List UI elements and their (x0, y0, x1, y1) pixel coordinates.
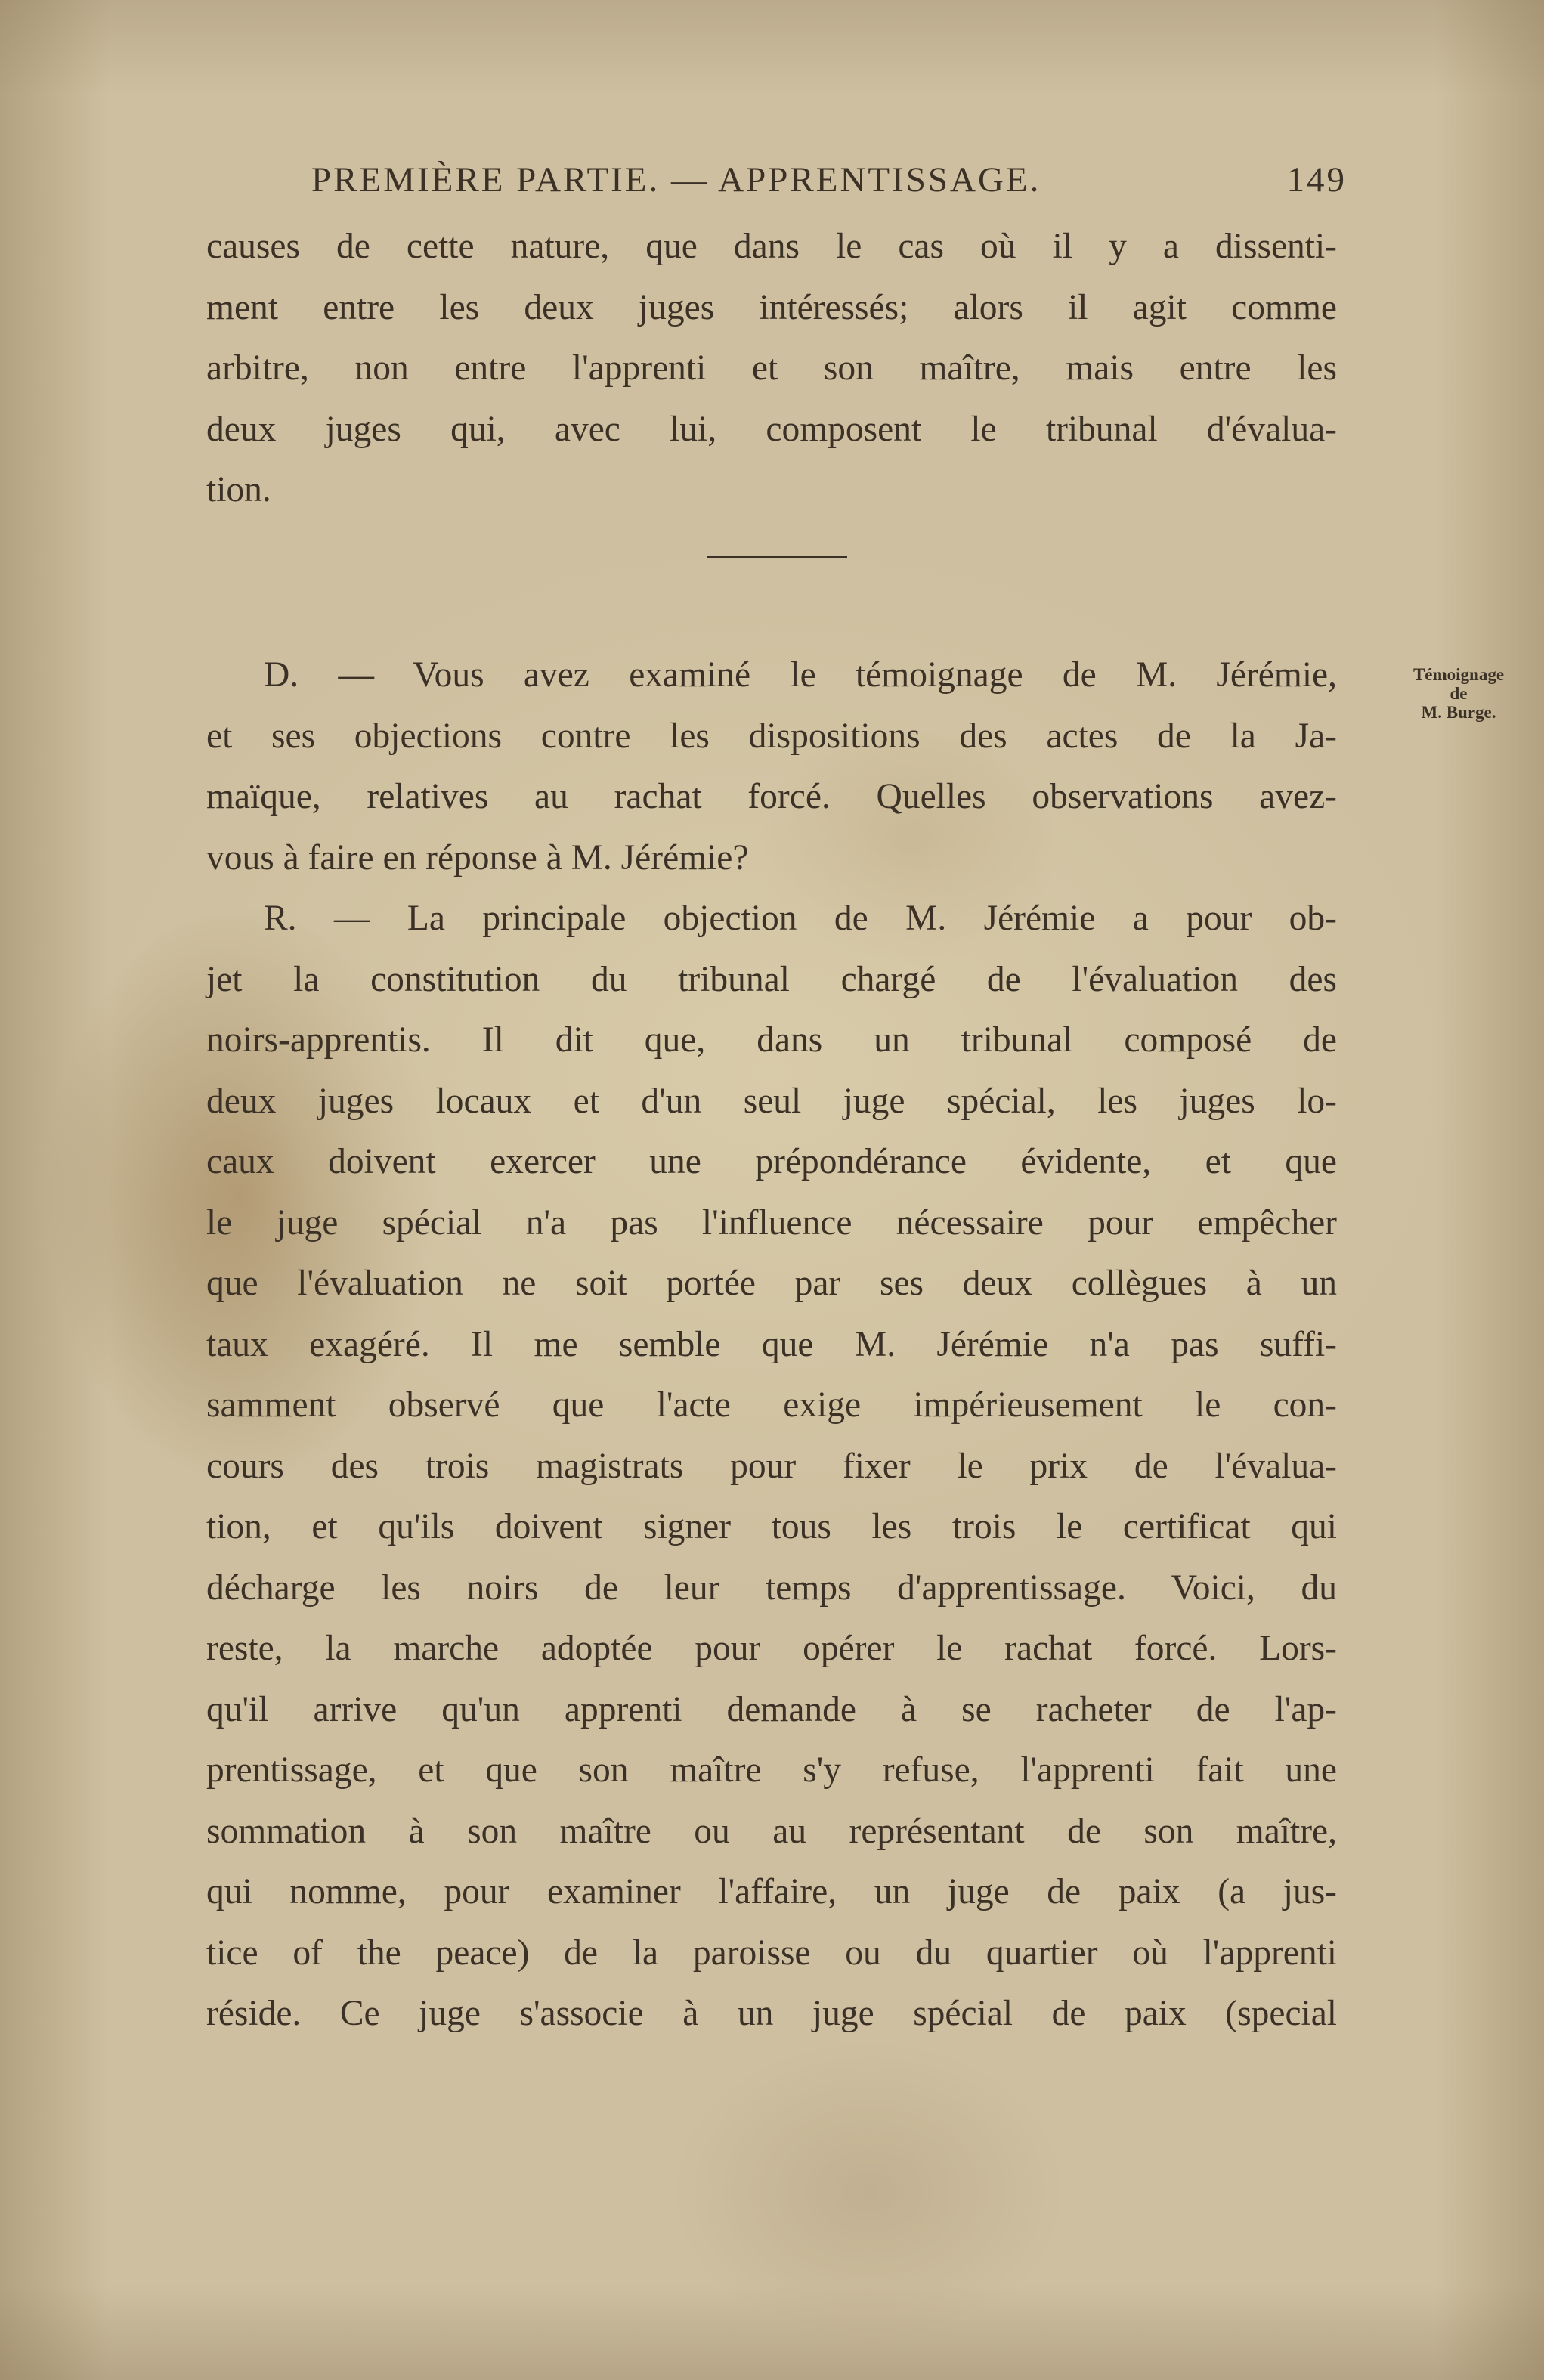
text-line: maïque, relatives au rachat forcé. Quelles observations avez- (206, 777, 1337, 816)
text-line: jet la constitution du tribunal chargé de l'évaluation des (206, 959, 1337, 999)
text-line: qui nomme, pour examiner l'affaire, un juge de paix (a jus- (206, 1872, 1337, 1911)
text-line: deux juges qui, avec lui, composent le tribunal d'évalua- (206, 409, 1337, 449)
text-line: qu'il arrive qu'un apprenti demande à se racheter de l'ap- (206, 1689, 1337, 1729)
text-line: cours des trois magistrats pour fixer le prix de l'évalua- (206, 1446, 1337, 1486)
text-line: deux juges locaux et d'un seul juge spécial, les juges lo- (206, 1081, 1337, 1121)
text-line: samment observé que l'acte exige impérieusement le con- (206, 1385, 1337, 1425)
text-line: tice of the peace) de la paroisse ou du quartier où l'apprenti (206, 1933, 1337, 1973)
text-line: arbitre, non entre l'apprenti et son maître, mais entre les (206, 348, 1337, 388)
running-head-title: PREMIÈRE PARTIE. — APPRENTISSAGE. (311, 160, 1041, 200)
text-line: taux exagéré. Il me semble que M. Jérémie n'a pas suffi- (206, 1324, 1337, 1364)
margin-note-line: Témoignage (1412, 665, 1505, 684)
text-line: tion. (206, 470, 271, 509)
page-number: 149 (1286, 160, 1347, 200)
text-line: causes de cette nature, que dans le cas où il y a dissenti- (206, 227, 1337, 266)
text-line: le juge spécial n'a pas l'influence nécessaire pour empêcher (206, 1202, 1337, 1243)
text-line: ment entre les deux juges intéressés; alors il agit comme (206, 287, 1337, 327)
margin-note (1383, 665, 1534, 722)
text-line: que l'évaluation ne soit portée par ses deux collègues à un (206, 1264, 1337, 1303)
text-line: reste, la marche adoptée pour opérer le rachat forcé. Lors- (206, 1629, 1337, 1668)
text-line: décharge les noirs de leur temps d'apprentissage. Voici, du (206, 1568, 1337, 1608)
text-line: et ses objections contre les dispositions des actes de la Ja- (206, 716, 1337, 756)
text-line: noirs-apprentis. Il dit que, dans un tribunal composé de (206, 1020, 1337, 1060)
margin-note-line: M. Burge. (1421, 703, 1496, 722)
running-head (311, 153, 1347, 206)
question-line: D. — Vous avez examiné le témoignage de M. Jérémie, (264, 655, 1337, 695)
answer-line: R. — La principale objection de M. Jérémie a pour ob- (264, 899, 1337, 938)
paragraph-continuation (206, 216, 1337, 521)
question-answer-block (206, 645, 1337, 2044)
text-line: tion, et qu'ils doivent signer tous les trois le certificat qui (206, 1507, 1337, 1546)
text-line: prentissage, et que son maître s'y refuse, l'apprenti fait une (206, 1750, 1337, 1790)
text-line: réside. Ce juge s'associe à un juge spécial de paix (special (206, 1994, 1337, 2033)
text-line: caux doivent exercer une prépondérance évidente, et que (206, 1142, 1337, 1181)
margin-note-line: de (1450, 684, 1468, 703)
text-line: sommation à son maître ou au représentant de son maître, (206, 1811, 1337, 1851)
text-line: vous à faire en réponse à M. Jérémie? (206, 837, 749, 877)
section-divider (707, 556, 847, 558)
